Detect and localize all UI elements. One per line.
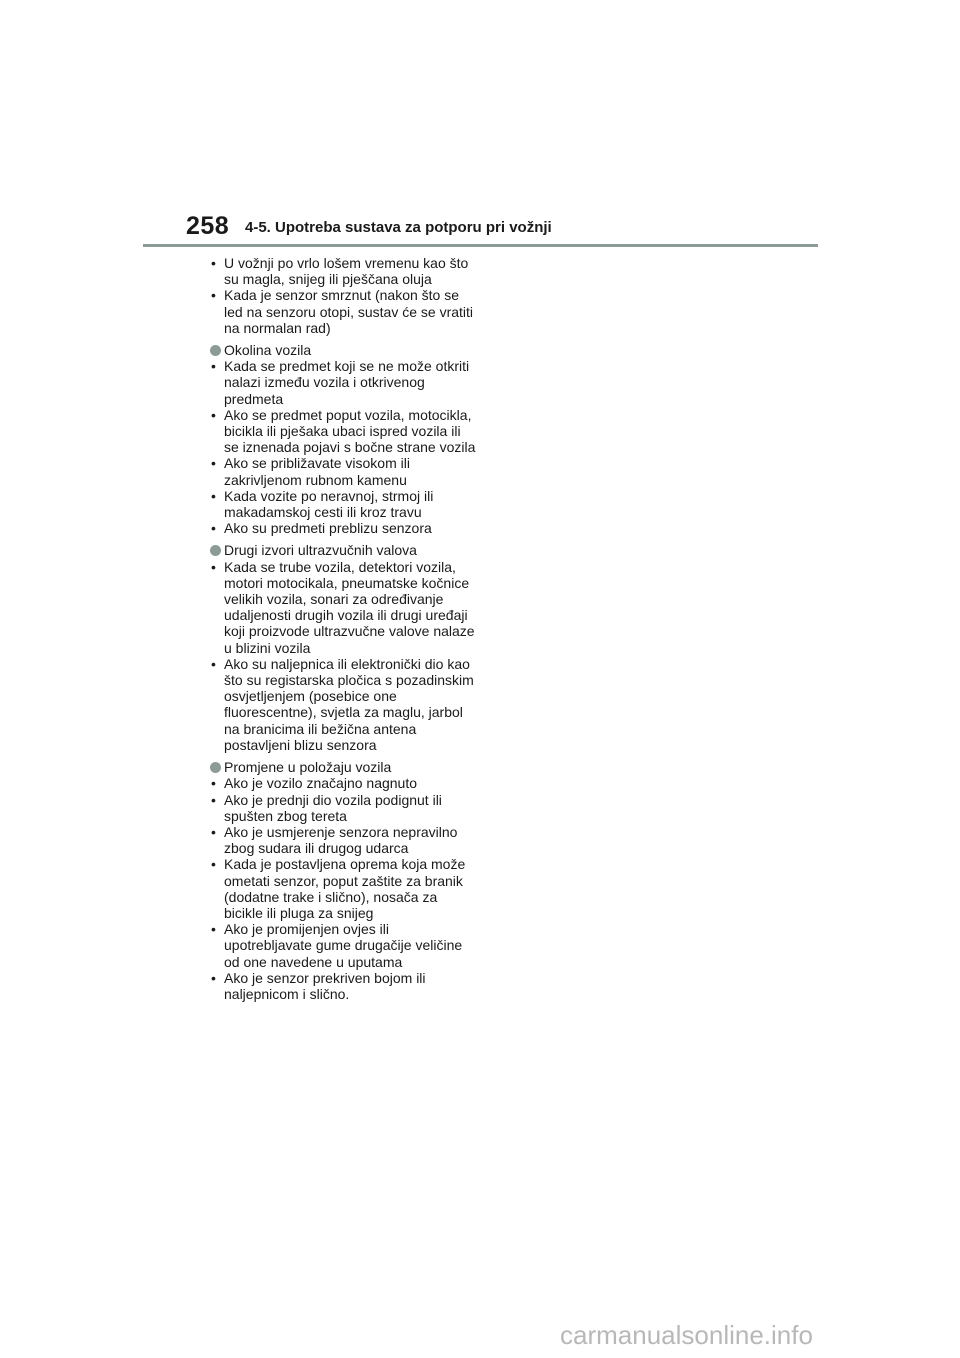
list-item-text: Kada se trube vozila, detektori vozila, motori motocikala, pneumatske kočnice velikih vozila, sonari za određivanje udaljenosti drugih vozila ili drugi uređaji koji proizvode ultrazvučne valove nalaze u blizini vozila (224, 558, 475, 656)
bullet-mark: • (211, 487, 216, 504)
group-heading-text: Drugi izvori ultrazvučnih valova (224, 542, 417, 559)
list-item-text: Kada vozite po neravnoj, strmoj ili makadamskoj cesti ili kroz travu (224, 487, 434, 521)
list-item-text: Kada se predmet koji se ne može otkriti nalazi između vozila i otkrivenog predmeta (224, 358, 470, 407)
header-divider (143, 244, 818, 247)
bullet-mark: • (211, 791, 216, 808)
list-item-text: Ako je prednji dio vozila podignut ili spušten zbog tereta (224, 791, 442, 824)
bullet-mark: • (211, 969, 216, 986)
list-item (208, 921, 478, 970)
list-item (208, 455, 478, 487)
list-item (208, 255, 478, 287)
group-heading (208, 759, 478, 775)
page-content (208, 255, 478, 1008)
bullet-mark: • (211, 406, 216, 423)
list-item (208, 656, 478, 753)
bullet-mark: • (211, 655, 216, 672)
list-item-text: Ako su naljepnica ili elektronički dio kao što su registarska pločica s pozadinskim osvjetljenjem (posebice one fluorescentne), svjetla za maglu, jarbol na branicima ili bežična antena postavljeni blizu senzora (224, 655, 474, 753)
list-item (208, 488, 478, 520)
bullet-mark: • (211, 921, 216, 938)
list-item (208, 520, 478, 536)
bullet-mark: • (211, 856, 216, 873)
list-item-text: Ako je usmjerenje senzora nepravilno zbog sudara ili drugog udarca (224, 823, 458, 857)
bullet-mark: • (211, 358, 216, 375)
list-item (208, 559, 478, 656)
list-item (208, 287, 478, 336)
group-heading-text: Promjene u položaju vozila (224, 759, 392, 776)
list-item-text: Ako su predmeti preblizu senzora (224, 520, 432, 537)
list-item-text: Ako je promijenjen ovjes ili upotrebljavate gume drugačije veličine od one navedene u uputama (224, 921, 463, 970)
list-item (208, 824, 478, 856)
bullet-mark: • (211, 558, 216, 575)
circle-bullet-icon (210, 545, 221, 556)
list-item-text: Ako se predmet poput vozila, motocikla, bicikla ili pješaka ubaci ispred vozila ili se iznenada pojavi s bočne strane vozila (224, 406, 476, 456)
bullet-mark: • (211, 520, 216, 537)
group-heading-text: Okolina vozila (224, 342, 312, 359)
list-item (208, 856, 478, 921)
bullet-mark: • (211, 775, 216, 792)
list-item-text: Kada je postavljena oprema koja može ometati senzor, poput zaštite za branik (dodatne trake i slično), nosača za bicikle ili pluga za snijeg (224, 856, 466, 921)
list-item (208, 792, 478, 824)
bullet-mark: • (211, 455, 216, 472)
list-item-text: Ako se približavate visokom ili zakrivljenom rubnom kamenu (224, 455, 410, 488)
list-item-text: Ako je vozilo značajno nagnuto (224, 775, 418, 792)
group-heading (208, 542, 478, 558)
bullet-mark: • (211, 287, 216, 304)
list-item (208, 407, 478, 456)
list-item-text: U vožnji po vrlo lošem vremenu kao što su magla, snijeg ili pješčana oluja (224, 255, 469, 288)
intro-group (208, 255, 478, 336)
group-vehicle-surroundings (208, 342, 478, 536)
page-number: 258 (186, 212, 230, 240)
list-item (208, 775, 478, 791)
list-item-text: Ako je senzor prekriven bojom ili naljepnicom i slično. (224, 969, 426, 1002)
bullet-mark: • (211, 823, 216, 840)
list-item (208, 358, 478, 407)
list-item (208, 970, 478, 1002)
watermark-text: carmanualsonline.info (560, 1320, 813, 1350)
section-title: 4-5. Upotreba sustava za potporu pri vožnji (245, 219, 552, 236)
circle-bullet-icon (210, 762, 221, 773)
bullet-mark: • (211, 255, 216, 271)
group-ultrasonic-sources (208, 542, 478, 753)
group-heading (208, 342, 478, 358)
group-vehicle-position (208, 759, 478, 1002)
circle-bullet-icon (210, 345, 221, 356)
list-item-text: Kada je senzor smrznut (nakon što se led na senzoru otopi, sustav će se vratiti na normalan rad) (224, 287, 474, 336)
